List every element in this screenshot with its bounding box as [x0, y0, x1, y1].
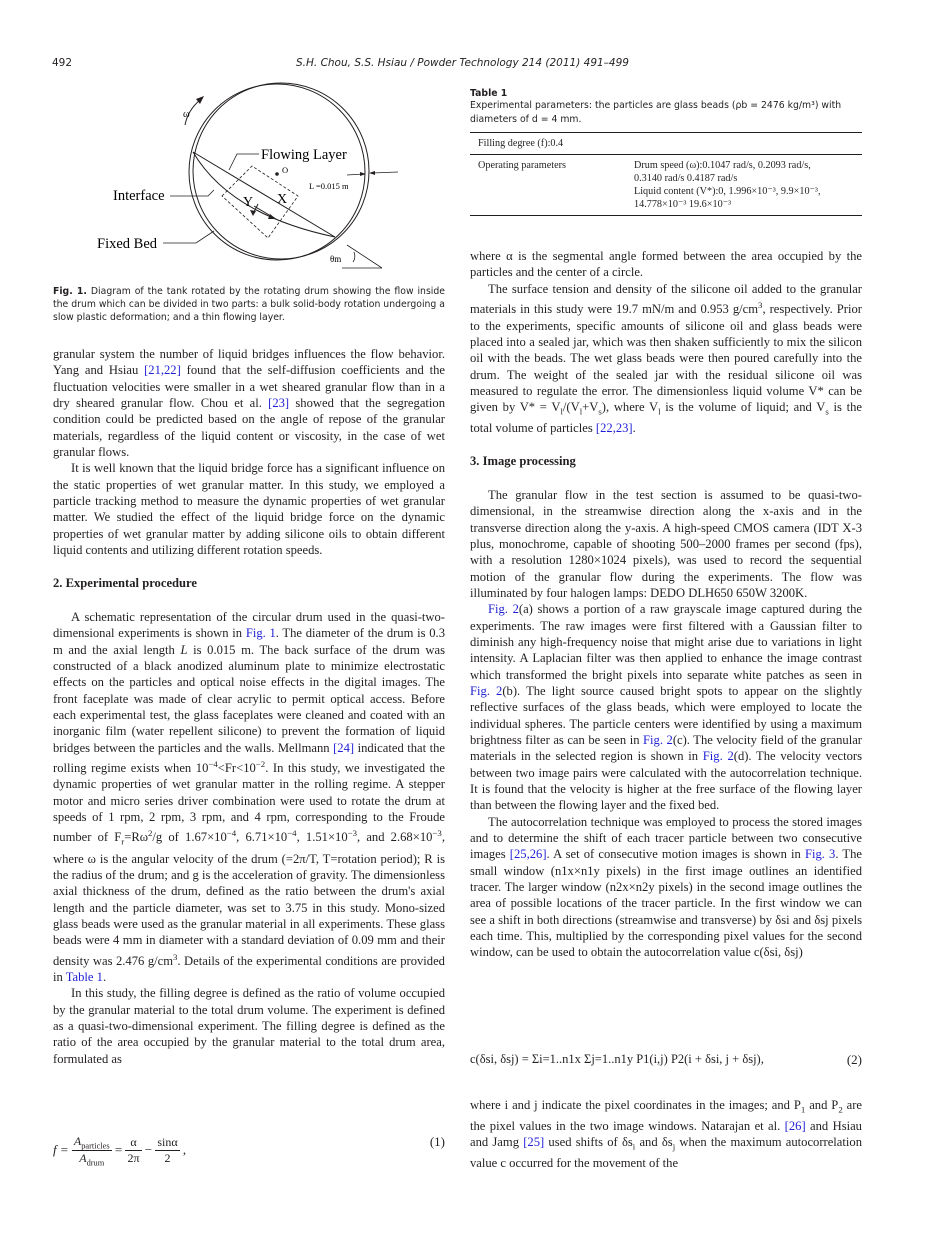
table-1	[470, 88, 862, 216]
equation-2	[470, 1044, 862, 1084]
drum-circle	[189, 84, 365, 260]
figure-link[interactable]: Fig. 2	[470, 683, 503, 698]
table-row	[470, 133, 862, 155]
table-link[interactable]: Table 1	[65, 970, 103, 985]
paragraph: granular system the number of liquid bridges influences the flow behavior. Yang and Hsiau [21,22] found that the self-diffusion coefficients and the fluctuation velocities were smaller in a wet sheared granular flow than in a dry sheared granular flow. Chou et al. [23] showed that the segregation condition could be predicted based on the angle of repose of the granular materials, regardless of the liquid content or viscosity, in the case of wet granular flows.	[53, 347, 446, 460]
figure-1-caption	[53, 285, 445, 325]
figure-link[interactable]: Fig. 3	[804, 847, 836, 862]
fixed-bed-label: Fixed Bed	[97, 236, 158, 252]
table-cell: Drum speed (ω):0.1047 rad/s, 0.2093 rad/s, 0.3140 rad/s 0.4187 rad/s Liquid content (V*):0, 1.996×10⁻³, 9.9×10⁻³, 14.778×10⁻³ 19.6×10⁻³	[626, 155, 862, 216]
right-column	[470, 248, 862, 961]
paragraph: In this study, the filling degree is defined as the ratio of volume occupied by the granular material to the total drum volume. The experiment is defined as a quasi-two-dimensional experiment. The filling degree is defined as the ratio of the area occupied by the granular material to the total drum area, formulated as	[53, 986, 445, 1066]
paragraph: The autocorrelation technique was employed to process the stored images and to determine the shift of each tracer particle between two consecutive images [25,26]. A set of consecutive motion images is shown in Fig. 3. The small window (n1x×n1y pixels) in the first image outlines an identified tracer. The larger window (n2x×n2y pixels) in the second image outlines the area of possible locations of the tracer particle. In the first window we can see a shift in both directions (streamwise and transverse) by δsi and δsj pixels each time. This, multiplied by the corresponding pixel values for the second window, can be used to obtain the autocorrelation value c(δsi, δsj)	[470, 814, 862, 960]
section-heading: 3. Image processing	[470, 454, 576, 469]
left-column	[53, 346, 445, 1067]
figure-1-diagram	[90, 78, 450, 273]
paragraph: The granular flow in the test section is assumed to be quasi-two-dimensional, in the streamwise direction along the x-axis and in the transverse direction along the y-axis. A high-speed CMOS camera (IDT X-3 plus, monochrome, capable of shooting 500–2000 frames per second (fps), with a resolution 1280×1024 pixels), was used to record the sequential motion of the granular flow during the experiments. The flow was illuminated by four halogen lamps: DEDO DLH650 650W 3200K.	[470, 487, 862, 600]
theta-label: θm	[330, 254, 342, 264]
length-label: L =0.015 m	[309, 181, 349, 191]
parameters-table	[470, 132, 862, 215]
citation-link[interactable]: [25]	[523, 1135, 545, 1150]
paragraph: The surface tension and density of the silicone oil added to the granular materials in this study were 19.7 mN/m and 0.953 $g/cm^3$, respectively. Prior to the experiments, specific amounts of silicone oil and glass beads were placed into a sealed jar, which was then shaken sufficiently to mix the silicon oil with the beads. The wet glass beads were then poured carefully into the drum. The weight of the sealed jar with the residual silicone oil was measured to regulate the error. The dimensionless liquid volume V* can be given by $V* = V_l/(V_l+V_s)$, where $V_l$ is the volume of liquid; and $V_s$ is the total volume of particles [22,23].	[470, 281, 862, 436]
table-row	[470, 155, 862, 216]
drum-back-circle	[193, 83, 369, 259]
equation-2-body: c(δsi, δsj) = Σi=1..n1x Σj=1..n1y P1(i,j) P2(i + δsi, j + δsj),	[470, 1052, 764, 1066]
flowing-layer-label: Flowing Layer	[261, 147, 347, 163]
page-number: 492	[52, 57, 73, 69]
figure-link[interactable]: Fig. 2	[702, 749, 734, 764]
table-cell: Filling degree (f):0.4	[470, 133, 862, 155]
paragraph: where i and j indicate the pixel coordinates in the images; and $P_1$ and $P_2$ are the pixel values in the two image windows. Natarajan et al. [26] and Hsiau and Jamg [25] used shifts of $\delta s_i$ and $\delta s_j$ when the maximum autocorrelation value c occurred for the movement of the	[470, 1098, 863, 1171]
citation-link[interactable]: [23]	[268, 396, 290, 411]
citation-link[interactable]: [21,22]	[144, 363, 181, 378]
figure-1-caption-label: Fig. 1.	[53, 286, 87, 297]
figure-1-caption-text: Diagram of the tank rotated by the rotating drum showing the flow inside the drum which can be divided in two parts: a bulk solid-body rotation undergoing a slow plastic deformation; and a thin flowing layer.	[53, 286, 445, 324]
x-axis-label: X	[277, 192, 288, 207]
free-surface-line	[193, 152, 335, 237]
omega-label: ω	[183, 109, 190, 120]
equation-number: (1)	[429, 1134, 445, 1149]
equation-number: (2)	[846, 1052, 862, 1067]
paragraph: A schematic representation of the circular drum used in the quasi-two-dimensional experiments is shown in Fig. 1. The diameter of the drum is 0.3 m and the axial length L is 0.015 m. The back surface of the drum was constructed of a black anodized aluminum plate to minimize electrostatic effects on the particles and optical noise effects in the digital images. The front faceplate was made of clear acrylic to permit optical access. Before each experimental test, the glass faceplates were cleaned and coated with an inorganic film (water repellent silicone) to prevent the formation of liquid bridges between the particles and the walls. Mellmann [24] indicated that the rolling regime exists when $10^{-4}<Fr<10^{-2}$. In this study, we investigated the dynamic properties of wet granular matter in the rolling regime. A stepper motor and micro series driver combination were used to rotate the drum at speeds of 1 rpm, 2 rpm, 3 rpm, and 4 rpm, corresponding to the Froude number of $F_r=R\omega^2/g$ of $1.67\times 10^{-4}$, $6.71\times 10^{-4}$, $1.51\times 10^{-3}$, and $2.68\times 10^{-3}$, where ω is the angular velocity of the drum (=2π/T, T=rotation period); R is the radius of the drum; and g is the acceleration of gravity. The dimensionless axial thickness of the drum, defined as the ratio between the drum's axial length and the particle diameter, was set to 3.75 in this study. Mono-sized glass beads were used as the granular material in all experiments. These glass beads were 4 mm in diameter with a standard deviation of 0.09 mm and their density was 2.476 $g/cm^3$. Details of the experimental conditions are provided in Table 1.	[53, 609, 446, 985]
table-label: Table 1	[470, 88, 508, 99]
table-caption: Experimental parameters: the particles are glass beads (ρb = 2476 kg/m³) with diameters of d = 4 mm.	[470, 100, 842, 125]
paragraph: where α is the segmental angle formed between the area occupied by the particles and the center of a circle.	[470, 249, 862, 280]
y-axis-label: Y	[243, 195, 254, 210]
figure-link[interactable]: Fig. 2	[488, 602, 519, 617]
citation-link[interactable]: [24]	[333, 740, 355, 755]
citation-link[interactable]: [25,26]	[509, 847, 547, 862]
y-axis-arrow	[250, 210, 256, 216]
citation-link[interactable]: [22,23]	[595, 421, 633, 436]
equation-1: f = $\frac{A_{particles}}{A_{drum}}$ = $\frac{\alpha}{2\pi}$ − $\frac{\sin\alpha}{2}$ , (1)	[53, 1134, 445, 1168]
citation-link[interactable]: [26]	[784, 1118, 806, 1133]
table-cell: Operating parameters	[470, 155, 626, 216]
center-point	[275, 172, 279, 176]
running-title: S.H. Chou, S.S. Hsiau / Powder Technology 214 (2011) 491–499	[296, 57, 629, 69]
right-column-continued	[470, 1097, 862, 1171]
paragraph: Fig. 2(a) shows a portion of a raw grayscale image captured during the experiments. The raw images were first filtered with a Gaussian filter to diminish any high-frequency noise that might arise due to variations in light intensity. A Laplacian filter was then applied to enhance the image contrast which transformed the bright pixels into separate white patches as seen in Fig. 2(b). The light source caused bright spots to appear on the slightly reflective surfaces of the glass beads, which were employed to locate the individual spheres. The particle centers were identified by using a maximum brightness filter as can be seen in Fig. 2(c). The velocity field of the granular materials in the selected region is shown in Fig. 2(d). The velocity vectors between two image pairs were calculated with the autocorrelation technique. It is found that the velocity is higher at the free surface of the flowing layer than between the flowing layer and the fixed bed.	[470, 602, 862, 813]
center-label: O	[282, 165, 289, 175]
interface-label: Interface	[113, 188, 165, 204]
section-heading: 2. Experimental procedure	[53, 576, 197, 591]
figure-link[interactable]: Fig. 2	[643, 732, 673, 747]
figure-link[interactable]: Fig. 1	[245, 626, 276, 641]
paragraph: It is well known that the liquid bridge force has a significant influence on the static properties of wet granular matter. In this study, we employed a particle tracking method to measure the dynamic properties of wet granular matter. We studied the effect of the liquid bridge force on the dynamic properties of wet granular matter by adding silicone oils to obtain different liquid contents and utilizing different rotation speeds.	[53, 461, 445, 558]
